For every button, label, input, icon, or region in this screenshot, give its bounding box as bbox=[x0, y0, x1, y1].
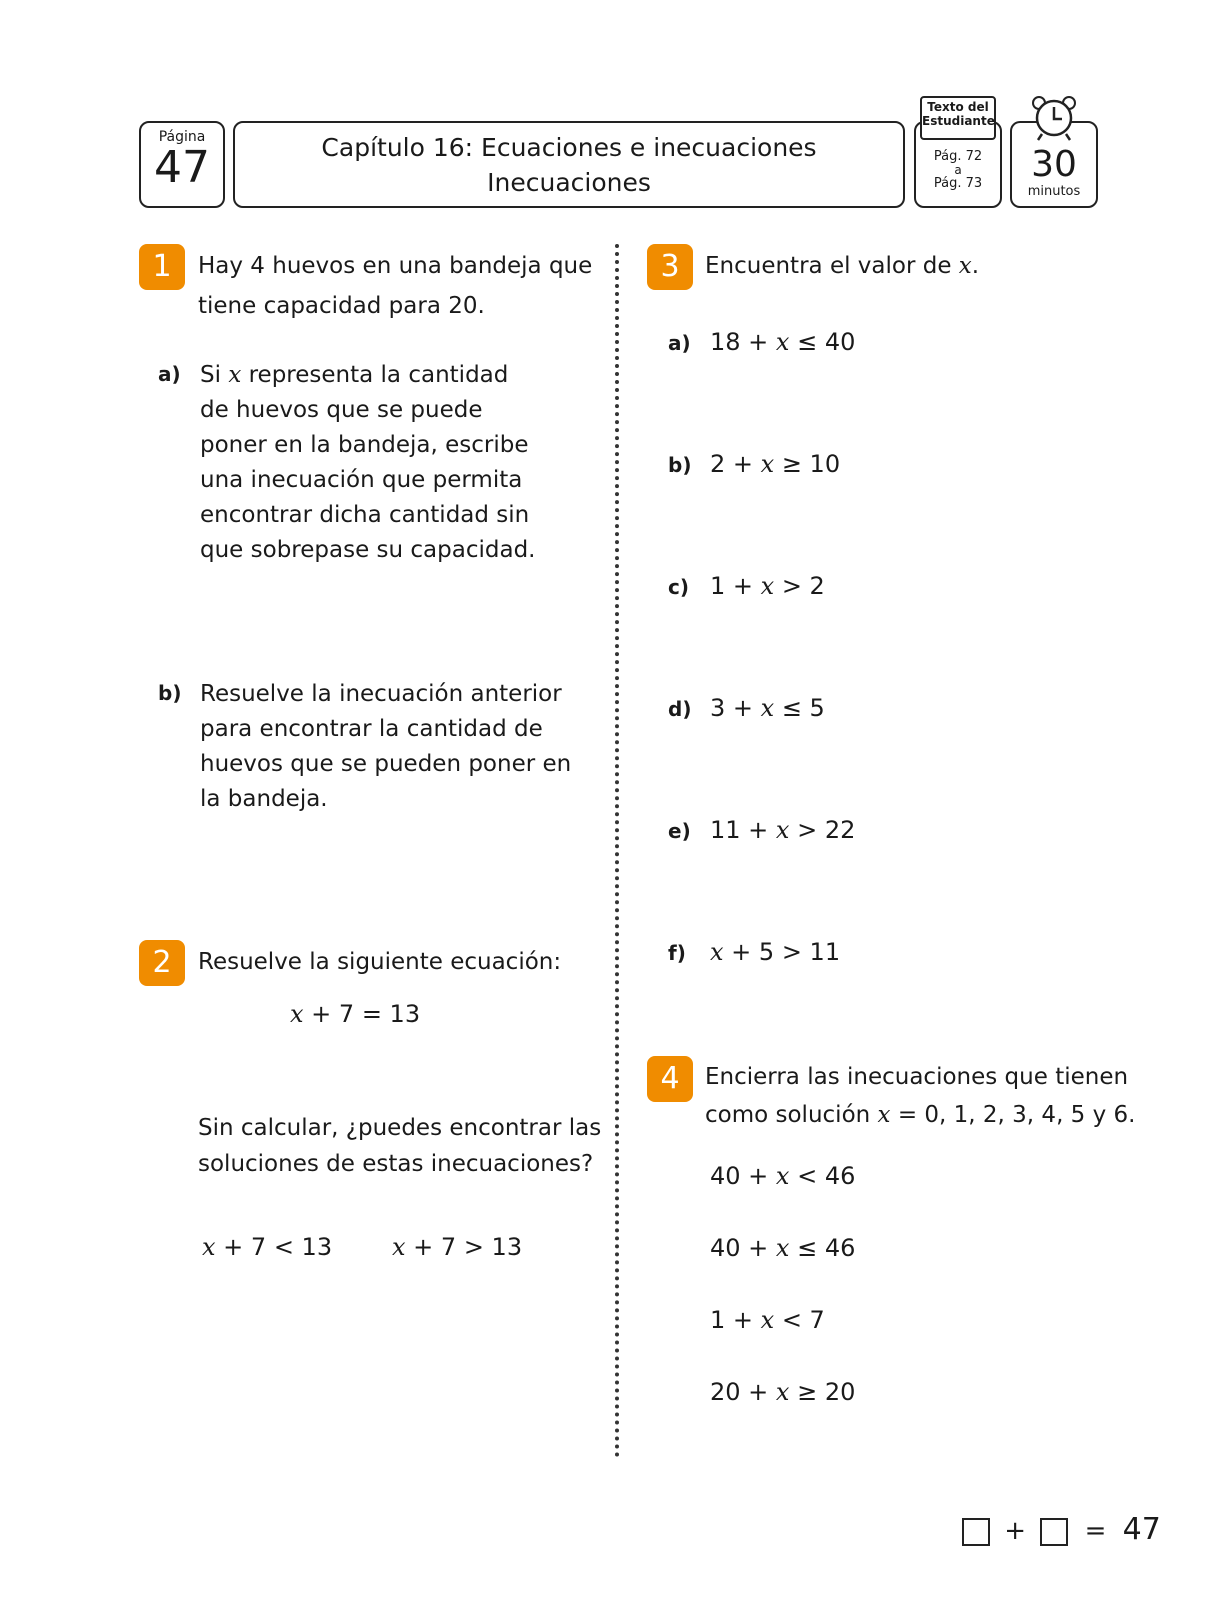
q1-a-line6: que sobrepase su capacidad. bbox=[200, 537, 536, 563]
q3-item bbox=[668, 572, 825, 600]
q2-inequation-1 bbox=[202, 1233, 332, 1261]
book-label-line2: Estudiante bbox=[922, 114, 995, 128]
q4-line2-var: x bbox=[877, 1102, 891, 1128]
column-divider bbox=[615, 244, 619, 1458]
page-label: Página bbox=[158, 129, 206, 145]
footer-equation bbox=[962, 1512, 1161, 1547]
q4-item[interactable] bbox=[710, 1162, 855, 1190]
q3-item-post: ≤ 5 bbox=[774, 694, 825, 722]
q3-item-label: f) bbox=[668, 941, 686, 965]
blank-box-2[interactable] bbox=[1040, 1518, 1068, 1546]
q2-ineq1-var: x bbox=[202, 1233, 216, 1261]
q3-item-post: + 5 > 11 bbox=[723, 938, 841, 966]
q3-item-pre: 2 + bbox=[710, 450, 761, 478]
pages-from: Pág. 72 bbox=[933, 149, 983, 164]
footer-plus: + bbox=[1004, 1516, 1027, 1546]
q1-a-var: x bbox=[228, 362, 242, 388]
q3-item bbox=[668, 816, 855, 844]
q3-item-var: x bbox=[760, 572, 775, 600]
q2-question bbox=[198, 1110, 601, 1182]
q4-intro bbox=[705, 1058, 1136, 1134]
q4-item-post: ≤ 46 bbox=[789, 1234, 856, 1262]
q2-question-line1: Sin calcular, ¿puedes encontrar las bbox=[198, 1115, 602, 1141]
footer-equals: = bbox=[1084, 1516, 1107, 1546]
q1-b-line3: huevos que se pueden poner en bbox=[200, 751, 572, 777]
q3-item-pre: 1 + bbox=[710, 572, 761, 600]
pages-connector: a bbox=[954, 163, 962, 177]
time-value: 30 bbox=[1031, 144, 1077, 185]
book-icon bbox=[920, 96, 996, 140]
alarm-clock-icon bbox=[1028, 94, 1080, 142]
q4-item-var: x bbox=[775, 1378, 790, 1406]
q3-item-pre: 3 + bbox=[710, 694, 761, 722]
q1-a-line1-pre: Si bbox=[200, 362, 229, 388]
q4-item-var: x bbox=[775, 1234, 790, 1262]
q3-item-var: x bbox=[760, 450, 775, 478]
q4-item-post: < 7 bbox=[774, 1306, 825, 1334]
q1-a-line1-post: representa la cantidad bbox=[241, 362, 509, 388]
q1-b-label: b) bbox=[158, 681, 182, 705]
q3-item-post: ≥ 10 bbox=[774, 450, 841, 478]
q4-item-pre: 20 + bbox=[710, 1378, 776, 1406]
q1-intro-line2: tiene capacidad para 20. bbox=[198, 293, 485, 319]
q1-a-line5: encontrar dicha cantidad sin bbox=[200, 502, 530, 528]
question-4-badge: 4 bbox=[647, 1056, 693, 1102]
q3-item-var: x bbox=[760, 694, 775, 722]
q1-b-text bbox=[200, 677, 571, 817]
q3-intro-text: Encuentra el valor de bbox=[705, 253, 959, 279]
q1-a-text bbox=[200, 358, 535, 568]
blank-box-1[interactable] bbox=[962, 1518, 990, 1546]
q2-equation-rest: + 7 = 13 bbox=[303, 1000, 421, 1028]
q3-item-label: b) bbox=[668, 453, 692, 477]
question-1-intro bbox=[198, 246, 592, 326]
q1-a-line3: poner en la bandeja, escribe bbox=[200, 432, 529, 458]
q2-inequation-2 bbox=[392, 1233, 522, 1261]
q4-item[interactable] bbox=[710, 1306, 825, 1334]
q3-intro-var: x bbox=[958, 253, 972, 279]
q1-intro-line1: Hay 4 huevos en una bandeja que bbox=[198, 253, 593, 279]
q4-item-post: ≥ 20 bbox=[789, 1378, 856, 1406]
q2-ineq2-var: x bbox=[392, 1233, 406, 1261]
q1-a-label: a) bbox=[158, 362, 181, 386]
book-label-line1: Texto del bbox=[927, 100, 989, 114]
page-number-box bbox=[139, 121, 225, 208]
q4-line1: Encierra las inecuaciones que tienen bbox=[705, 1064, 1129, 1090]
footer-result: 47 bbox=[1122, 1512, 1161, 1547]
q3-item-post: > 22 bbox=[789, 816, 856, 844]
q4-item-pre: 40 + bbox=[710, 1234, 776, 1262]
q3-intro-end: . bbox=[971, 253, 980, 279]
q4-line2-pre: como solución bbox=[705, 1102, 878, 1128]
q4-item[interactable] bbox=[710, 1234, 855, 1262]
q3-item bbox=[668, 328, 855, 356]
q2-ineq2-rest: + 7 > 13 bbox=[405, 1233, 523, 1261]
q1-a-line4: una inecuación que permita bbox=[200, 467, 523, 493]
q3-item-label: e) bbox=[668, 819, 691, 843]
question-1-badge: 1 bbox=[139, 244, 185, 290]
q1-b-line2: para encontrar la cantidad de bbox=[200, 716, 543, 742]
q2-ineq1-rest: + 7 < 13 bbox=[215, 1233, 333, 1261]
question-3-badge: 3 bbox=[647, 244, 693, 290]
q3-item bbox=[668, 450, 840, 478]
q2-intro: Resuelve la siguiente ecuación: bbox=[198, 949, 562, 975]
q3-item bbox=[668, 694, 825, 722]
chapter-title: Capítulo 16: Ecuaciones e inecuaciones bbox=[321, 133, 817, 162]
q3-item-label: c) bbox=[668, 575, 689, 599]
q2-equation bbox=[290, 1000, 420, 1028]
question-2-badge: 2 bbox=[139, 940, 185, 986]
q4-item-pre: 40 + bbox=[710, 1162, 776, 1190]
q1-b-line1: Resuelve la inecuación anterior bbox=[200, 681, 562, 707]
q3-item bbox=[668, 938, 840, 966]
time-unit: minutos bbox=[1027, 184, 1081, 199]
q3-item-var: x bbox=[710, 938, 724, 966]
q2-question-line2: soluciones de estas inecuaciones? bbox=[198, 1151, 594, 1177]
q1-a-line2: de huevos que se puede bbox=[200, 397, 483, 423]
q3-item-label: d) bbox=[668, 697, 692, 721]
chapter-subtitle: Inecuaciones bbox=[487, 168, 651, 197]
pages-to: Pág. 73 bbox=[933, 176, 983, 191]
q3-item-label: a) bbox=[668, 331, 691, 355]
chapter-title-box bbox=[233, 121, 905, 208]
q3-intro bbox=[705, 248, 979, 284]
q3-item-post: > 2 bbox=[774, 572, 825, 600]
q2-equation-var: x bbox=[290, 1000, 304, 1028]
q4-item[interactable] bbox=[710, 1378, 855, 1406]
q3-item-pre: 18 + bbox=[710, 328, 776, 356]
page-number: 47 bbox=[154, 142, 210, 193]
q4-item-pre: 1 + bbox=[710, 1306, 761, 1334]
q4-item-post: < 46 bbox=[789, 1162, 856, 1190]
q4-item-var: x bbox=[775, 1162, 790, 1190]
q4-item-var: x bbox=[760, 1306, 775, 1334]
q3-item-var: x bbox=[775, 328, 790, 356]
q3-item-post: ≤ 40 bbox=[789, 328, 856, 356]
q3-item-pre: 11 + bbox=[710, 816, 776, 844]
q1-b-line4: la bandeja. bbox=[200, 786, 328, 812]
q4-line2-post: = 0, 1, 2, 3, 4, 5 y 6. bbox=[890, 1102, 1136, 1128]
q3-item-var: x bbox=[775, 816, 790, 844]
